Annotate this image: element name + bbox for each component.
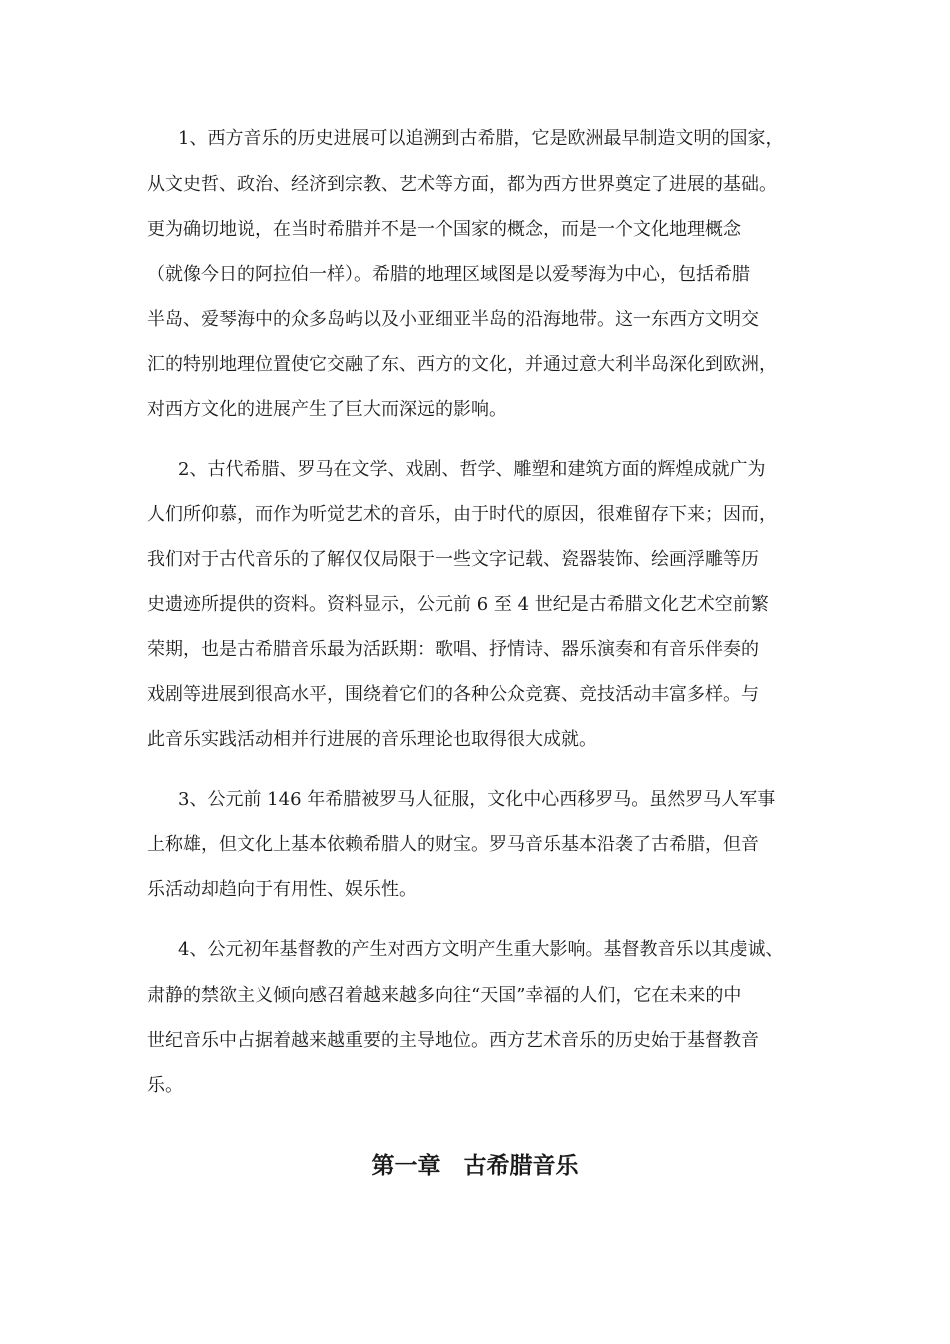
text-line: 人们所仰慕，而作为听觉艺术的音乐，由于时代的原因，很难留存下来；因而， <box>147 504 777 525</box>
text-line: 此音乐实践活动相并行进展的音乐理论也取得很大成就。 <box>147 729 597 750</box>
text-line: （就像今日的阿拉伯一样）。希腊的地理区域图是以爱琴海为中心，包括希腊 <box>147 264 750 285</box>
text-line: 汇的特别地理位置使它交融了东、西方的文化，并通过意大利半岛深化到欧洲， <box>147 354 777 375</box>
text-line: 我们对于古代音乐的了解仅仅局限于一些文字记载、瓷器装饰、绘画浮雕等历 <box>147 549 759 570</box>
chapter-title: 第一章 古希腊音乐 <box>371 1152 579 1179</box>
text-line: 乐。 <box>147 1075 183 1096</box>
text-line: 史遗迹所提供的资料。资料显示，公元前 6 至 4 世纪是古希腊文化艺术空前繁 <box>147 594 769 615</box>
text-line: 2、古代希腊、罗马在文学、戏剧、哲学、雕塑和建筑方面的辉煌成就广为 <box>178 459 766 480</box>
text-line: 更为确切地说，在当时希腊并不是一个国家的概念，而是一个文化地理概念 <box>147 219 741 240</box>
text-line: 肃静的禁欲主义倾向感召着越来越多向往“天国”幸福的人们，它在未来的中 <box>147 985 742 1006</box>
text-line: 荣期，也是古希腊音乐最为活跃期：歌唱、抒情诗、器乐演奏和有音乐伴奏的 <box>147 639 759 660</box>
text-line: 半岛、爱琴海中的众多岛屿以及小亚细亚半岛的沿海地带。这一东西方文明交 <box>147 309 759 330</box>
text-line: 对西方文化的进展产生了巨大而深远的影响。 <box>147 399 507 420</box>
text-line: 从文史哲、政治、经济到宗教、艺术等方面，都为西方世界奠定了进展的基础。 <box>147 174 777 195</box>
text-line: 4、公元初年基督教的产生对西方文明产生重大影响。基督教音乐以其虔诚、 <box>178 939 784 960</box>
text-line: 3、公元前 146 年希腊被罗马人征服，文化中心西移罗马。虽然罗马人军事 <box>178 789 776 810</box>
text-line: 世纪音乐中占据着越来越重要的主导地位。西方艺术音乐的历史始于基督教音 <box>147 1030 759 1051</box>
text-line: 1、西方音乐的历史进展可以追溯到古希腊，它是欧洲最早制造文明的国家， <box>178 128 784 149</box>
text-line: 上称雄，但文化上基本依赖希腊人的财宝。罗马音乐基本沿袭了古希腊，但音 <box>147 834 759 855</box>
text-line: 戏剧等进展到很高水平，围绕着它们的各种公众竞赛、竞技活动丰富多样。与 <box>147 684 759 705</box>
text-line: 乐活动却趋向于有用性、娱乐性。 <box>147 879 417 900</box>
